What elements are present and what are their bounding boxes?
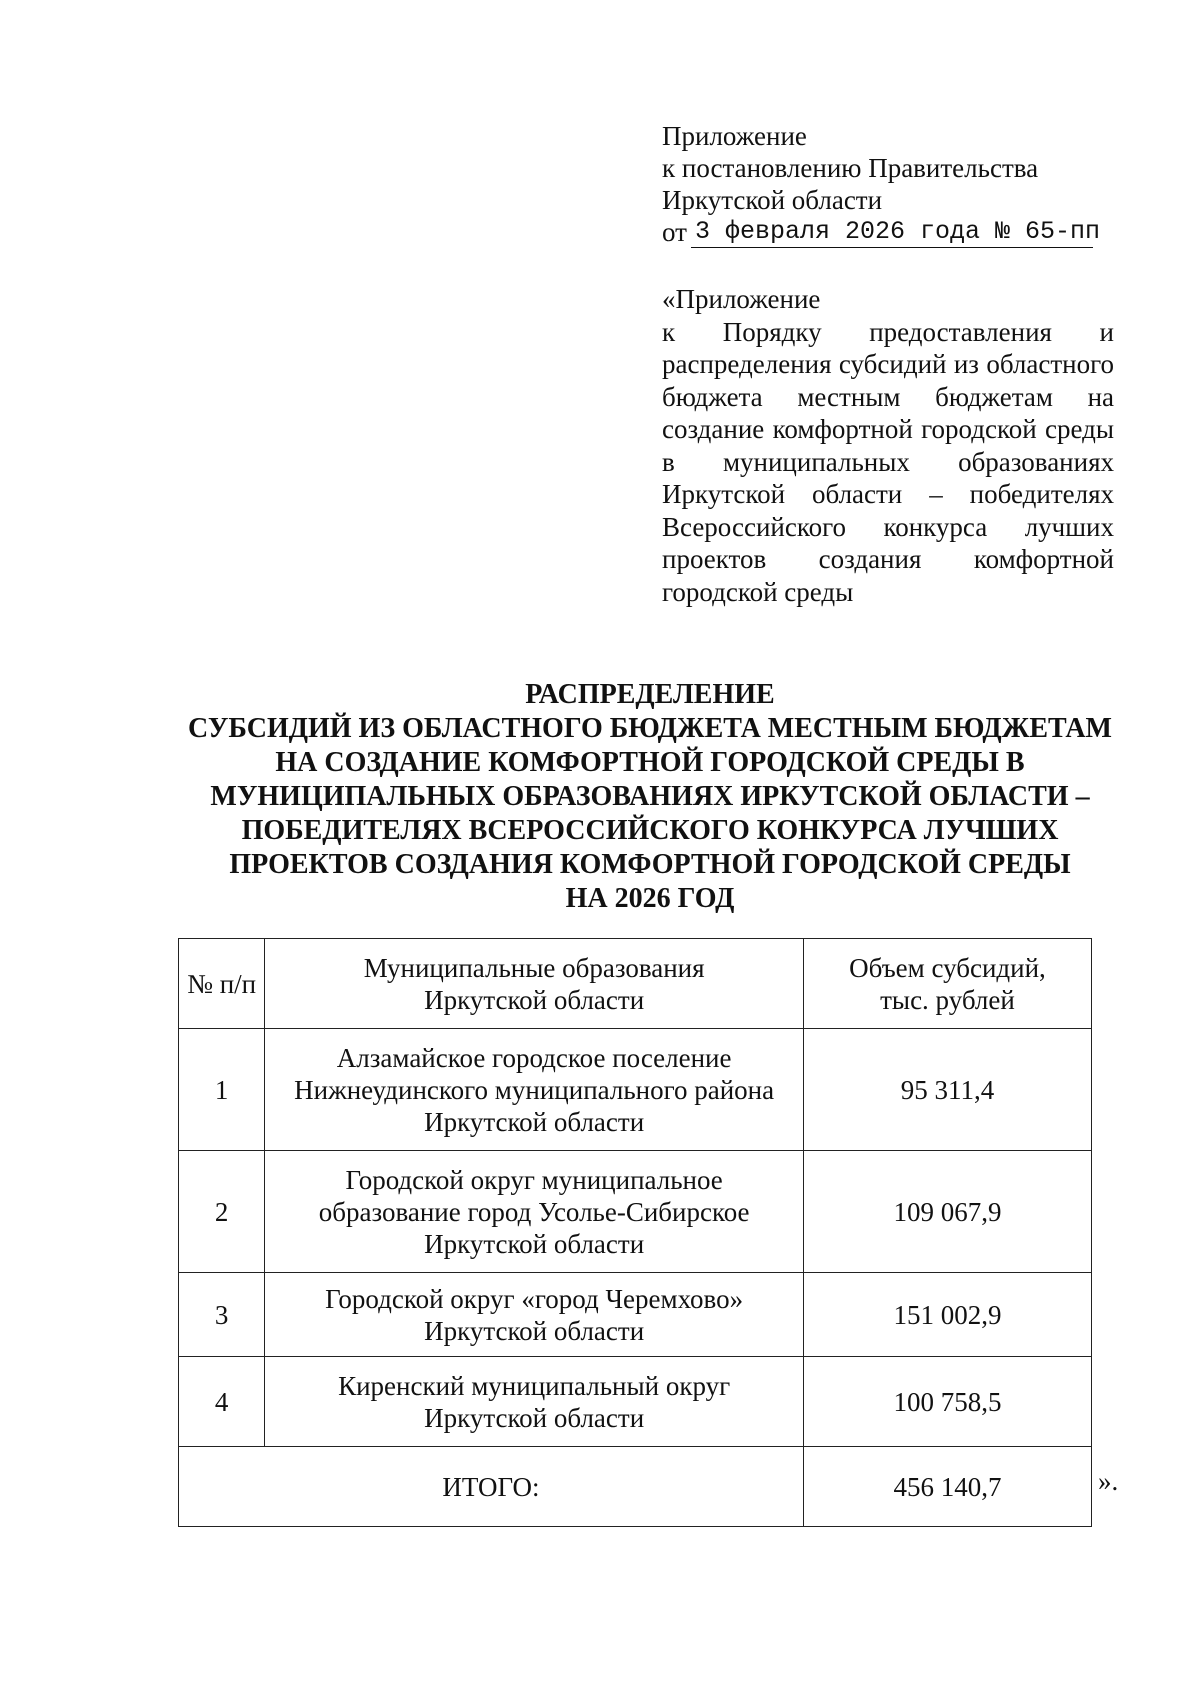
table-row bbox=[179, 1273, 1092, 1357]
header-municipality-line: Иркутской области bbox=[424, 984, 645, 1015]
appendix-line-1: Приложение bbox=[662, 121, 807, 151]
appendix-header bbox=[662, 120, 1112, 248]
row-municipality bbox=[265, 1357, 804, 1447]
header-municipality bbox=[265, 939, 804, 1029]
row-municipality bbox=[265, 1273, 804, 1357]
municipality-line: Иркутской области bbox=[424, 1106, 645, 1137]
subsidy-distribution-table bbox=[178, 938, 1092, 1527]
row-municipality bbox=[265, 1151, 804, 1273]
table-row bbox=[179, 1357, 1092, 1447]
row-num: 3 bbox=[179, 1273, 265, 1357]
row-value: 100 758,5 bbox=[803, 1357, 1091, 1447]
date-prefix: от bbox=[662, 217, 687, 247]
closing-quote: ». bbox=[1098, 1466, 1119, 1496]
header-num: № п/п bbox=[179, 939, 265, 1029]
title-line: СУБСИДИЙ ИЗ ОБЛАСТНОГО БЮДЖЕТА МЕСТНЫМ БЮДЖЕТАМ bbox=[188, 713, 1112, 744]
table-row bbox=[179, 1029, 1092, 1151]
title-line: ПРОЕКТОВ СОЗДАНИЯ КОМФОРТНОЙ ГОРОДСКОЙ СРЕДЫ bbox=[229, 849, 1071, 880]
title-line: МУНИЦИПАЛЬНЫХ ОБРАЗОВАНИЯХ ИРКУТСКОЙ ОБЛАСТИ – bbox=[210, 781, 1090, 812]
appendix-line-2: к постановлению Правительства bbox=[662, 153, 1039, 183]
table-total-row bbox=[179, 1447, 1092, 1527]
header-value-line: тыс. рублей bbox=[880, 984, 1015, 1015]
header-subsidy-volume bbox=[803, 939, 1091, 1029]
resolution-date: 3 февраля 2026 года № 65-пп bbox=[691, 218, 1093, 248]
municipality-line: Городской округ муниципальное bbox=[345, 1164, 723, 1195]
municipality-line: Иркутской области bbox=[424, 1228, 645, 1259]
appendix-line-3: Иркутской области bbox=[662, 185, 883, 215]
table-row bbox=[179, 1151, 1092, 1273]
annex-first-line: «Приложение bbox=[662, 284, 821, 314]
municipality-line: Городской округ «город Черемхово» bbox=[325, 1283, 744, 1314]
row-value: 151 002,9 bbox=[803, 1273, 1091, 1357]
municipality-line: Иркутской области bbox=[424, 1402, 645, 1433]
document-title bbox=[160, 678, 1140, 916]
row-municipality bbox=[265, 1029, 804, 1151]
title-line: НА СОЗДАНИЕ КОМФОРТНОЙ ГОРОДСКОЙ СРЕДЫ В bbox=[275, 747, 1025, 778]
municipality-line: Иркутской области bbox=[424, 1315, 645, 1346]
municipality-line: образование город Усолье-Сибирское bbox=[318, 1196, 750, 1227]
total-value: 456 140,7 bbox=[803, 1447, 1091, 1527]
municipality-line: Киренский муниципальный округ bbox=[338, 1370, 731, 1401]
title-line: РАСПРЕДЕЛЕНИЕ bbox=[525, 679, 775, 710]
annex-reference bbox=[662, 283, 1114, 608]
annex-body: к Порядку предоставления и распределения субсидий из областного бюджета местным бюджетам на создание комфортной городской среды в муниципальных образованиях Иркутской области – победителях Всероссийского конкурса лучших проектов создания комфортной городской среды bbox=[662, 316, 1114, 607]
municipality-line: Нижнеудинского муниципального района bbox=[294, 1074, 775, 1105]
title-line: НА 2026 ГОД bbox=[565, 883, 735, 914]
row-num: 1 bbox=[179, 1029, 265, 1151]
header-municipality-line: Муниципальные образования bbox=[363, 952, 705, 983]
row-num: 4 bbox=[179, 1357, 265, 1447]
title-line: ПОБЕДИТЕЛЯХ ВСЕРОССИЙСКОГО КОНКУРСА ЛУЧШИХ bbox=[241, 815, 1059, 846]
row-num: 2 bbox=[179, 1151, 265, 1273]
row-value: 95 311,4 bbox=[803, 1029, 1091, 1151]
resolution-date-line bbox=[662, 216, 1112, 248]
header-value-line: Объем субсидий, bbox=[849, 952, 1046, 983]
row-value: 109 067,9 bbox=[803, 1151, 1091, 1273]
total-label: ИТОГО: bbox=[179, 1447, 804, 1527]
municipality-line: Алзамайское городское поселение bbox=[336, 1042, 732, 1073]
table-header-row bbox=[179, 939, 1092, 1029]
